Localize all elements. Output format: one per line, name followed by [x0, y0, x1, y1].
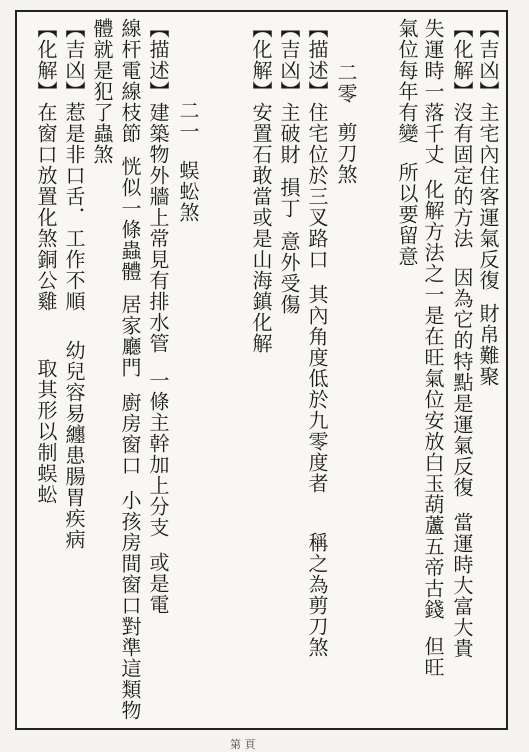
label-tag: 【吉凶】	[62, 18, 86, 102]
text-column: 失運時一落千丈化解方法之一是在旺氣位安放白玉葫蘆五帝古錢但旺	[421, 18, 445, 678]
label-tag: 【吉凶】	[476, 18, 500, 102]
text-column: 線杆電線枝節恍似一條蟲體居家廳門廚房窗口小孩房間窗口對準這類物	[118, 18, 142, 721]
section-heading: 二零剪刀煞	[334, 62, 358, 185]
text-column: 【吉凶】主破財損丁意外受傷	[277, 18, 301, 315]
label-tag: 【描述】	[305, 18, 329, 102]
text-column: 【吉凶】惹是非口舌．工作不順幼兒容易纏患腸胃疾病	[62, 18, 86, 550]
text-column: 體就是犯了蟲煞	[90, 18, 114, 165]
text-column: 氣位每年有變所以要留意	[395, 18, 419, 267]
label-tag: 【化解】	[34, 18, 58, 102]
text-column: 【化解】在窗口放置化煞銅公雞取其形以制蜈蚣	[34, 18, 58, 505]
page-footer: 第 頁	[230, 738, 256, 751]
label-tag: 【化解】	[249, 18, 273, 102]
label-tag: 【吉凶】	[277, 18, 301, 102]
text-column: 【吉凶】主宅內住客運氣反復財帛難聚	[476, 18, 500, 387]
label-tag: 【描述】	[146, 18, 170, 102]
text-column: 【描述】住宅位於三叉路口其內角度低於九零度者稱之為剪刀煞	[305, 18, 329, 658]
text-column: 【描述】建築物外牆上常見有排水管一條主幹加上分支或是電	[146, 18, 170, 615]
text-column: 【化解】沒有固定的方法因為它的特點是運氣反復當運時大富大貴	[450, 18, 474, 659]
label-tag: 【化解】	[450, 18, 474, 102]
section-heading: 二一蜈蚣煞	[176, 100, 200, 223]
text-column: 【化解】安置石敢當或是山海鎮化解	[249, 18, 273, 354]
